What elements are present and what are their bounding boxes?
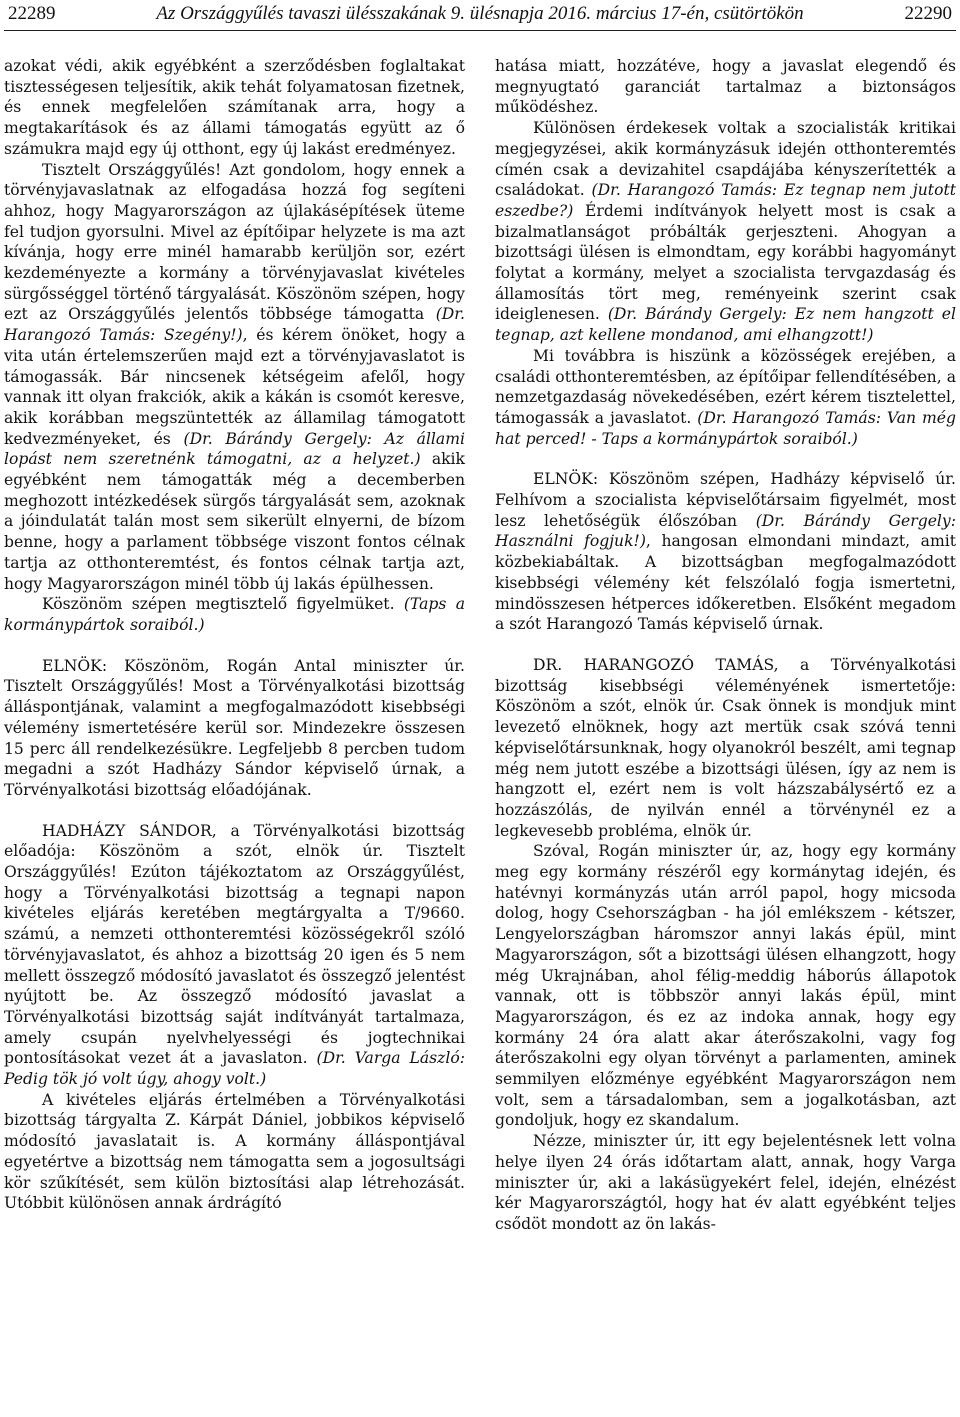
speaker-paragraph: HADHÁZY SÁNDOR, a Törvényalkotási bizottság előadója: Köszönöm a szót, elnök úr. Tisztelt Országgyűlés! Ezúton tájékoztatom az Országgyűlést, hogy a Törvényalkotási bizottság a tegnapi napon kivételes eljárás keretében megtárgyalta a T/9660. számú, a nemzeti otthonteremtési közösségekről szóló törvényjavaslatot, és ahhoz a bizottság 20 igen és 5 nem mellett összegző módosító javaslatot és összegző jelentést nyújtott be. Az összegző módosító javaslat a Törvényalkotási bizottság saját indítványát tartalmaza, amely csupán nyelvhelyességi és jogtechnikai pontosításokat vezet át a javaslaton. (Dr. Varga László: Pedig tök jó volt úgy, ahogy volt.) [4, 821, 465, 1089]
paragraph: Mi továbbra is hiszünk a közösségek erejében, a családi otthonteremtésben, az építőipar fellendítésében, a nemzetgazdaság növekedésében, ezért kérem tisztelettel, támogassák a javaslatot. (Dr. Harangozó Tamás: Van még hat perced! - Taps a kormánypártok soraiból.) [495, 346, 956, 448]
left-column [4, 56, 465, 1214]
paragraph: Különösen érdekesek voltak a szocialisták kritikai megjegyzései, akik kormányzásuk idején otthonteremtés címén csak a devizahitel csapdájába kényszerítették a családokat. (Dr. Harangozó Tamás: Ez tegnap nem jutott eszedbe?) Érdemi indítványok helyett most is csak a bizalmatlanságot próbálták gerjeszteni. Ahogyan a bizottsági ülésen is elmondtam, egy korábbi hagyományt folytat a kormány, melyet a szocialista tervgazdaság és államosítás tört meg, reményeink szerint csak ideiglenesen. (Dr. Bárándy Gergely: Ez nem hangzott el tegnap, azt kellene mondanod, ami elhangzott!) [495, 119, 956, 345]
speaker-paragraph: ELNÖK: Köszönöm, Rogán Antal miniszter úr. Tisztelt Országgyűlés! Most a Törvényalkotási bizottság álláspontjának, valamint a megfogalmazódott kisebbségi vélemény ismertetésére kerül sor. Mindezekre összesen 15 perc áll rendelkezésükre. Legfeljebb 8 percben tudom megadni a szót Hadházy Sándor képviselő úrnak, a Törvényalkotási bizottság előadójának. [4, 656, 465, 799]
header-title: Az Országgyűlés tavaszi ülésszakának 9. ülésnapja 2016. március 17-én, csütörtökön [156, 3, 804, 24]
page-header [0, 0, 960, 28]
page-number-right: 22290 [904, 3, 952, 24]
paragraph: A kivételes eljárás értelmében a Törvényalkotási bizottság tárgyalta Z. Kárpát Dániel, jobbikos képviselő módosító javaslatait is. A kormány álláspontjával egyetértve a bizottság nem támogatta sem a jogosultsági kör szűkítését, sem külön biztosítási alap létrehozását. Utóbbit különösen annak árdrágító [4, 1090, 465, 1213]
header-rule [4, 30, 956, 31]
speaker-paragraph: ELNÖK: Köszönöm szépen, Hadházy képviselő úr. Felhívom a szocialista képviselőtársaim figyelmét, most lesz lehetőségük élőszóban (Dr. Bárándy Gergely: Használni fogjuk!), hangosan elmondani mindazt, amit közbekiabáltak. A bizottságban megfogalmazódott kisebbségi vélemény két felszólaló fogja ismertetni, mindösszesen hétperces időkeretben. Elsőként megadom a szót Harangozó Tamás képviselő úrnak. [495, 470, 957, 634]
paragraph: azokat védi, akik egyébként a szerződésben foglaltakat tisztességesen teljesítik, akik tehát folyamatosan fizetnek, és ennek megfelelően számítanak arra, hogy a megtakarítások és az állami támogatás együtt az ő számukra majd egy új otthont, egy új lakást eredményez. [4, 57, 465, 158]
paragraph: Nézze, miniszter úr, itt egy bejelentésnek lett volna helye ilyen 24 órás időtartam alatt, annak, hogy Varga miniszter úr, aki a lakásügyekért felel, idején, elnézést kér Magyarországtól, hogy hat év alatt egyébként teljes csődöt mondott az ön lakás- [495, 1132, 956, 1233]
paragraph: Tisztelt Országgyűlés! Azt gondolom, hogy ennek a törvényjavaslatnak az elfogadása hozzá fog segíteni ahhoz, hogy Magyarországon az újlakásépítések üteme fel tudjon gyorsulni. Mivel az építőipar helyzete is ma azt kívánja, hogy erre minél hamarabb kerüljön sor, ezért kezdeményezte a kormány a törvényjavaslat kivételes sürgősséggel történő tárgyalását. Köszönöm szépen, hogy ezt az Országgyűlés jelentős többsége támogatta (Dr. Harangozó Tamás: Szegény!), és kérem önöket, hogy a vita után értelemszerűen majd ezt a törvényjavaslatot is támogassák. Bár nincsenek kétségeim afelől, hogy vannak itt olyan frakciók, akik a kákán is csomót keresve, akik korábban megszüntették az államilag támogatott kedvezményeket, és (Dr. Bárándy Gergely: Az állami lopást nem szeretnénk támogatni, az a helyzet.) akik egyébként nem támogatták még a decemberben meghozott intézkedések sürgős tárgyalását sem, azoknak a jóindulatát talán most sem sikerült elnyerni, de bízom benne, hogy a parlament többsége viszont fontos célnak tartja az otthonteremtést, és fontos célnak tartja azt, hogy Magyarországon minél több új lakás épülhessen. [4, 160, 465, 593]
speaker-paragraph: DR. HARANGOZÓ TAMÁS, a Törvényalkotási bizottság kisebbségi véleményének ismertetője: Köszönöm a szót, elnök úr. Csak önnek is mondjuk mint levezető elnöknek, hogy azt mertük csak szóvá tenni képviselőtársunknak, hogy olyanokról beszélt, ami tegnap még nem jutott eszébe a bizottsági ülésen, így az nem is hangzott el, ezért nem is volt házszabálysértő ez a hozzászólás, de nyilván ennél a törvénynél ez a legkevesebb probléma, elnök úr. [495, 655, 956, 840]
paragraph: hatása miatt, hozzátéve, hogy a javaslat elegendő és megnyugtató garanciát tartalmaz a biztonságos működéshez. [495, 57, 956, 117]
paragraph: Köszönöm szépen megtisztelő figyelmüket. (Taps a kormánypártok soraiból.) [4, 595, 465, 634]
paragraph: Szóval, Rogán miniszter úr, az, hogy egy kormány meg egy kormány részéről egy kormánytag idején, és hatévnyi kormányzás után arról papol, hogy micsoda dolog, hogy Csehországban - ha jól emlékszem - kétszer, Lengyelországban háromszor annyi lakás épül, mint Magyarországon, sőt a bizottsági ülésen elhangzott, hogy még Ukrajnában, ahol félig-meddig háborús állapotok vannak, ott is többször annyi lakás épül, mint Magyarországon, és ez az indoka annak, hogy egy kormány 24 óra alatt akar áterőszakolni, vagy fog áterőszakolni egy olyan törvényt a parlamenten, aminek semmilyen előzménye egyébként Magyarországon nem volt, sem a társadalomban, sem a jogalkotásban, azt gondoljuk, hogy ez skandalum. [495, 842, 956, 1130]
page-number-left: 22289 [8, 3, 56, 24]
right-column [495, 56, 956, 1235]
